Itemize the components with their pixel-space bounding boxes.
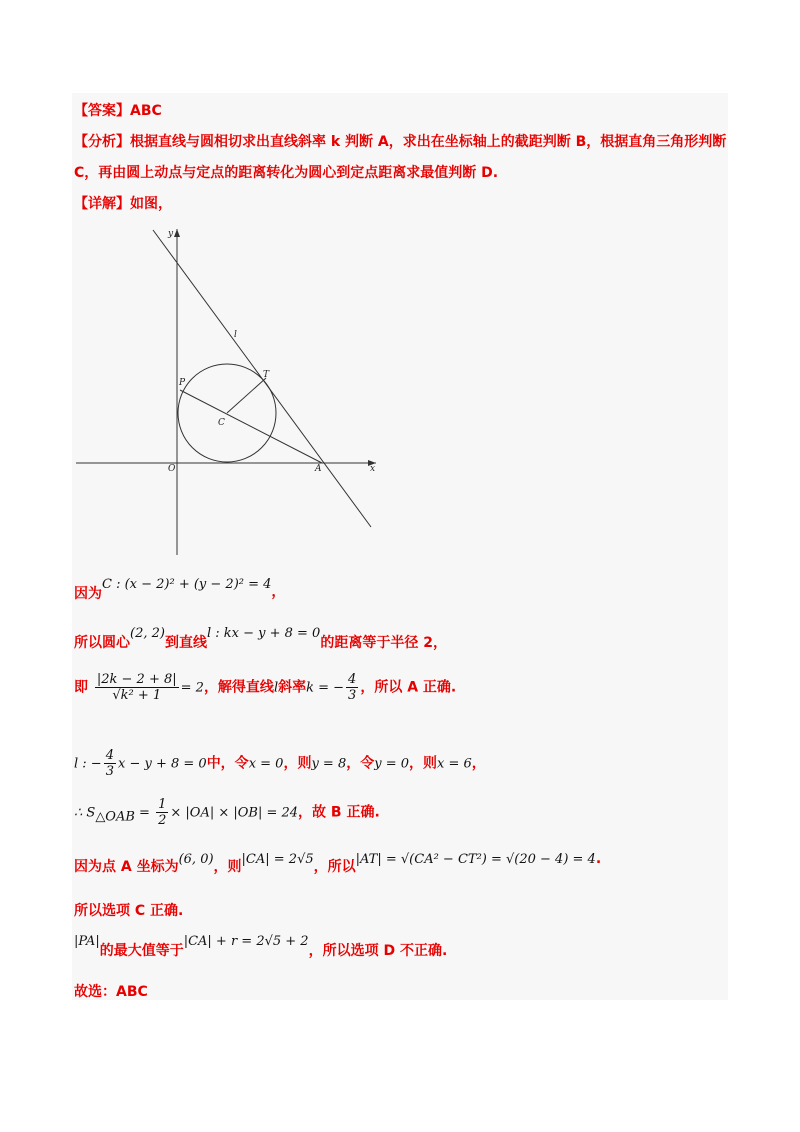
step-4-a: 中，令: [206, 755, 249, 772]
center-point: (2, 2): [130, 626, 165, 641]
pa-length: |PA|: [74, 934, 100, 949]
area-expression: × |OA| × |OB| = 24: [170, 805, 299, 821]
step-7-text: 所以选项 C 正确.: [74, 903, 184, 919]
step-3: [74, 672, 456, 703]
step-7: [74, 900, 183, 920]
distance-equals: = 2: [180, 680, 204, 696]
area-subscript: △OAB: [95, 809, 135, 825]
step-5: [74, 797, 380, 828]
answer-tag: 【答案】: [74, 103, 130, 119]
step-3-b: ，解得直线: [203, 679, 274, 696]
step-6-b: ，则: [213, 859, 242, 875]
slope-fraction: [346, 672, 358, 703]
label-c: C: [218, 418, 225, 428]
at-length: |AT| = √(CA² − CT²) = √(20 − 4) = 4: [355, 852, 596, 867]
distance-fraction: [95, 672, 179, 703]
step-8-b: ，所以选项 D 不正确.: [308, 943, 448, 959]
slope-numerator: 4: [348, 672, 357, 687]
step-4: [74, 748, 486, 779]
step-6-a: 因为点 A 坐标为: [74, 859, 179, 875]
detail-line: [74, 193, 172, 213]
step-6-c: ，所以: [313, 859, 356, 875]
step-8: [74, 930, 448, 959]
analysis-text-1: 根据直线与圆相切求出直线斜率 k 判断 A，求出在坐标轴上的截距判断 B，根据直角三角形判断: [130, 134, 727, 150]
segment-pa: [180, 390, 322, 463]
label-a: A: [315, 464, 322, 474]
circle-equation: C : (x − 2)² + (y − 2)² = 4: [102, 577, 272, 592]
area-fraction: [156, 797, 168, 828]
label-o: O: [168, 464, 176, 474]
radius-ct: [227, 378, 266, 413]
x-equals-6: x = 6: [437, 756, 472, 772]
geometry-figure: [76, 225, 386, 560]
area-equals: =: [134, 805, 155, 821]
line-equation: l : kx − y + 8 = 0: [206, 626, 321, 641]
step-2-b: 到直线: [164, 635, 207, 651]
label-y: y: [168, 229, 174, 239]
line-l-prefix: l : −: [74, 756, 102, 772]
line-l-fraction: [104, 748, 116, 779]
step-4-e: ，: [471, 755, 486, 772]
step-2-c: 的距离等于半径 2，: [320, 635, 447, 651]
step-1-prefix: 因为: [74, 586, 102, 602]
step-5-b: ，故 B 正确.: [298, 804, 380, 821]
final-choice: [74, 981, 148, 1001]
step-4-c: ，令: [346, 755, 375, 772]
y-equals-0: y = 0: [374, 756, 410, 772]
label-p: P: [179, 378, 186, 388]
final-choice-text: 故选：ABC: [74, 984, 148, 1000]
step-3-c: 斜率: [278, 679, 307, 696]
distance-numerator: |2k − 2 + 8|: [96, 672, 177, 687]
analysis-line-2: [74, 162, 498, 182]
step-8-a: 的最大值等于: [99, 943, 184, 959]
slope-k: k = −: [306, 680, 345, 696]
step-6-d: .: [595, 851, 602, 867]
slope-denominator: 3: [348, 688, 357, 703]
step-2-a: 所以圆心: [74, 635, 130, 651]
line-fraction-numerator: 4: [105, 748, 114, 763]
step-4-b: ，则: [283, 755, 312, 772]
line-l-rest: x − y + 8 = 0: [117, 756, 207, 772]
y-axis-arrow: [174, 229, 180, 237]
detail-text: 如图，: [130, 196, 172, 212]
answer-line: [74, 100, 162, 120]
area-fraction-denominator: 2: [158, 813, 167, 828]
label-x: x: [370, 464, 376, 474]
label-t: T: [263, 370, 270, 380]
analysis-line-1: [74, 131, 726, 151]
distance-denominator: √k² + 1: [112, 688, 162, 703]
area-fraction-numerator: 1: [158, 797, 167, 812]
line-fraction-denominator: 3: [105, 764, 114, 779]
step-2: [74, 622, 447, 651]
y-equals-8: y = 8: [311, 756, 347, 772]
step-1: [74, 573, 286, 602]
point-a-coords: (6, 0): [178, 852, 214, 867]
line-l-symbol: l: [273, 680, 279, 696]
step-1-suffix: ，: [271, 584, 286, 600]
step-6: [74, 848, 602, 875]
detail-tag: 【详解】: [74, 196, 130, 212]
area-symbol: ∴ S: [74, 805, 96, 821]
step-4-d: ，则: [409, 755, 438, 772]
x-equals-0: x = 0: [248, 756, 284, 772]
analysis-text-2: C，再由圆上动点与定点的距离转化为圆心到定点距离求最值判断 D.: [74, 165, 499, 181]
answer-text: ABC: [130, 103, 162, 119]
label-l: l: [234, 330, 237, 340]
max-value-expression: |CA| + r = 2√5 + 2: [183, 934, 309, 949]
step-3-a: 即: [74, 679, 88, 696]
analysis-tag: 【分析】: [74, 134, 130, 150]
ca-length: |CA| = 2√5: [241, 852, 314, 867]
step-3-d: ，所以 A 正确.: [360, 679, 457, 696]
